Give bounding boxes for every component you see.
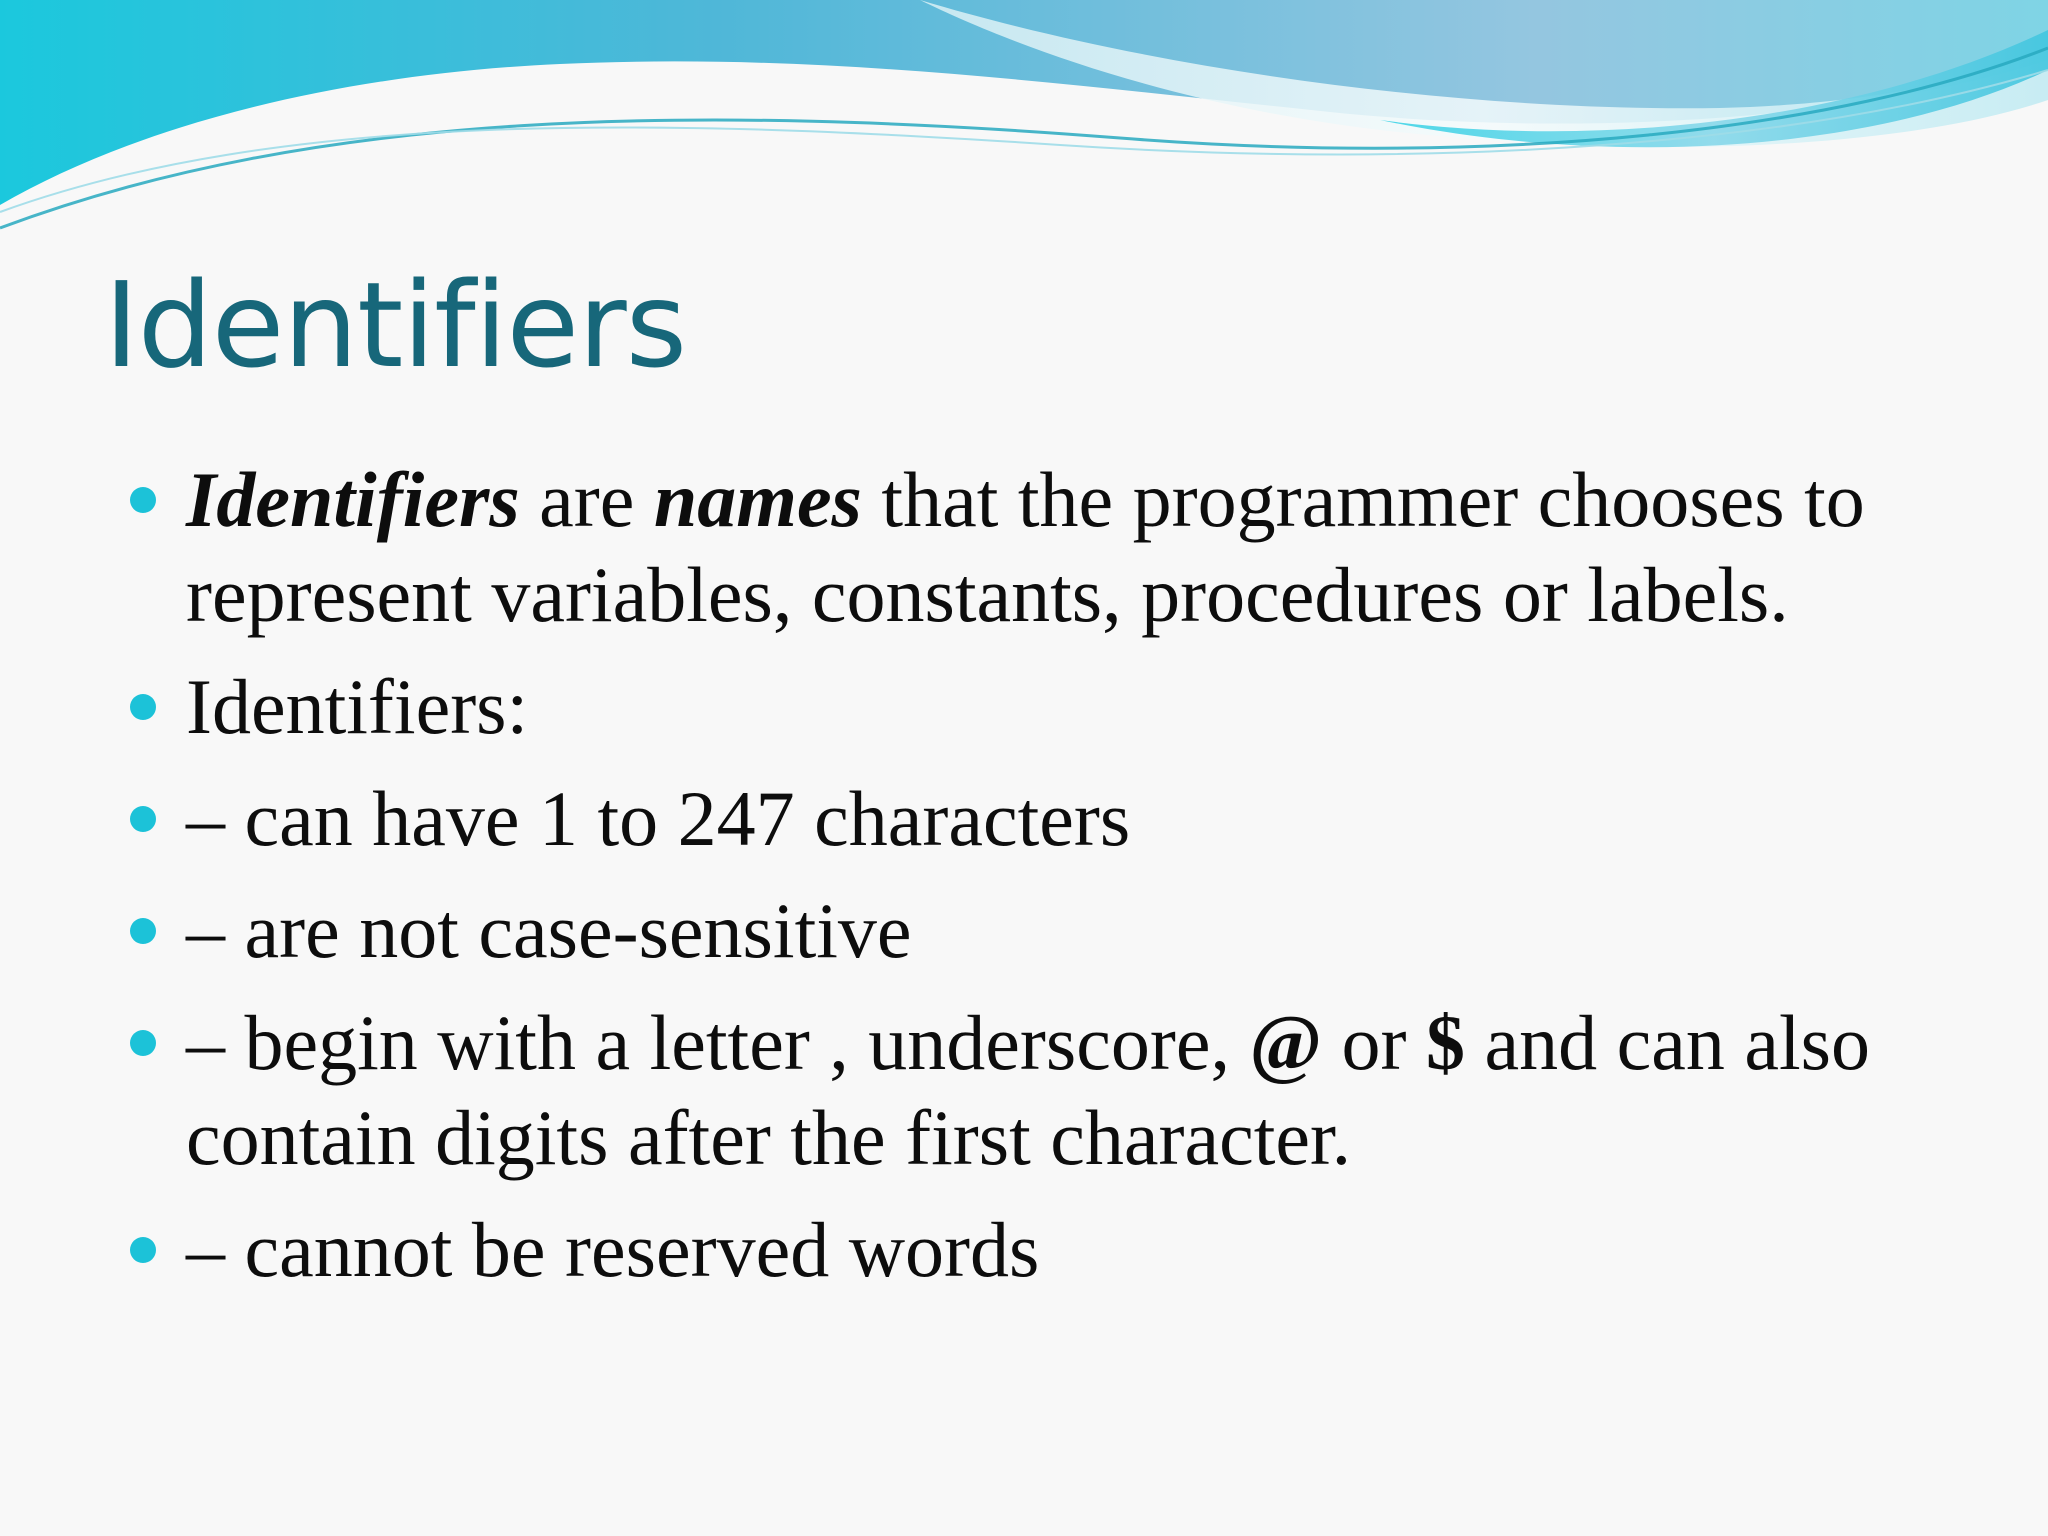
- term-identifiers: Identifiers: [186, 456, 520, 543]
- bullet-dot-icon: [130, 806, 156, 832]
- bullet-reserved-words-rule: [128, 1202, 1988, 1297]
- bullet-text: – are not case-sensitive: [186, 887, 912, 974]
- bullet-text: – begin with a letter , underscore,: [186, 999, 1250, 1086]
- bullet-case-rule: [128, 883, 1988, 978]
- bullet-length-rule: [128, 771, 1988, 866]
- bullet-text: are: [519, 456, 654, 543]
- bullet-dot-icon: [130, 487, 156, 513]
- at-symbol: @: [1249, 999, 1323, 1086]
- bullet-text: and can also contain digits after the first character.: [186, 999, 1871, 1181]
- dollar-symbol: $: [1426, 999, 1466, 1086]
- bullet-dot-icon: [130, 694, 156, 720]
- bullet-start-character-rule: [128, 995, 1988, 1185]
- term-names: names: [653, 456, 862, 543]
- slide-title: Identifiers: [104, 256, 687, 394]
- wave-header-decoration: [0, 0, 2048, 240]
- bullet-identifiers-heading: [128, 659, 1988, 754]
- bullet-definition: [128, 452, 1988, 642]
- bullet-text: – cannot be reserved words: [186, 1206, 1040, 1293]
- bullet-dot-icon: [130, 1237, 156, 1263]
- bullet-dot-icon: [130, 918, 156, 944]
- bullet-list: [128, 452, 1988, 1314]
- bullet-text: Identifiers:: [186, 663, 529, 750]
- bullet-text: or: [1322, 999, 1427, 1086]
- bullet-text: that the programmer chooses to represent variables, constants, procedures or labels.: [186, 456, 1865, 638]
- bullet-dot-icon: [130, 1030, 156, 1056]
- bullet-text: – can have 1 to 247 characters: [186, 775, 1131, 862]
